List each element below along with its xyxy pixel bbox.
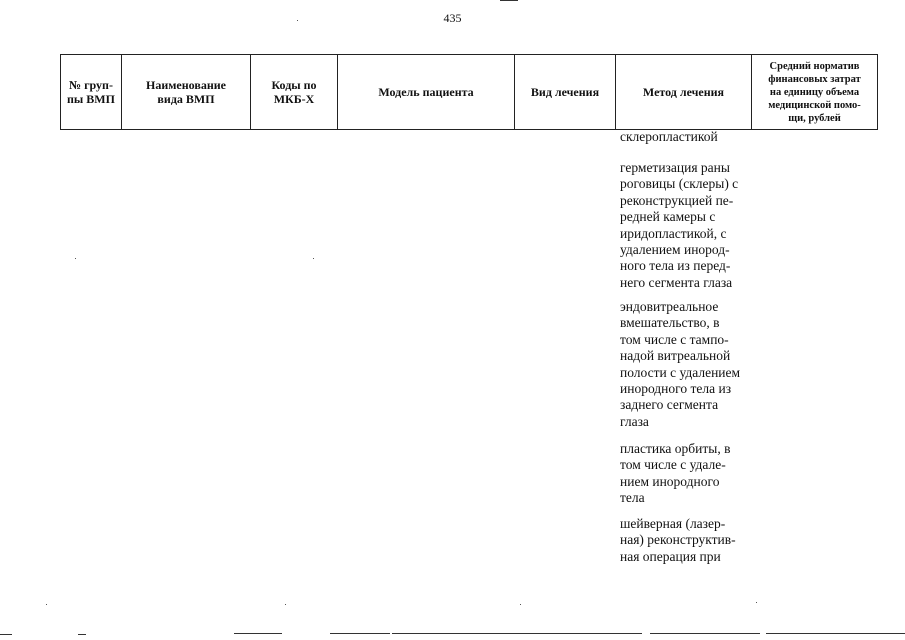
table-header-row [61,55,878,130]
scan-edge-line [234,633,282,634]
scan-speck [297,20,298,21]
scan-edge-line [0,634,12,635]
scan-speck [756,602,757,603]
method-entry: герметизация раны роговицы (склеры) с реконструкцией пе- редней камеры с иридопластикой, с удалением инород- ного тела из перед- него сегмента глаза [620,160,739,290]
scan-edge-line [330,633,390,634]
header-treatment-type: Вид лечения [515,55,616,130]
method-entry: шейверная (лазер- ная) реконструктив- ная операция при [620,516,736,564]
scan-edge-line [500,0,518,1]
scan-speck [75,258,76,259]
scan-speck [520,604,521,605]
page-number: 435 [443,11,462,25]
scan-speck [313,258,314,259]
scan-edge-line [392,633,642,634]
header-treatment-method: Метод лечения [616,55,752,130]
header-group-number: № груп- пы ВМП [61,55,122,130]
scan-edge-line [78,634,86,635]
scan-speck [46,604,47,605]
scan-edge-line [650,633,760,634]
header-vmp-name: Наименование вида ВМП [122,55,251,130]
method-entry: пластика орбиты, в том числе с удале- нием инородного тела [620,441,731,506]
scan-speck [285,604,286,605]
method-entry: эндовитреальное вмешательство, в том числе с тампо- надой витреальной полости с удалением инородного тела из заднего сегмента глаза [620,299,741,429]
method-entry: склеропластикой [620,129,718,144]
header-icd-codes: Коды по МКБ-X [251,55,338,130]
table-header [60,54,878,130]
header-patient-model: Модель пациента [338,55,515,130]
header-average-cost: Средний норматив финансовых затрат на единицу объема медицинской помо- щи, рублей [752,55,878,130]
scan-edge-line [766,633,905,634]
